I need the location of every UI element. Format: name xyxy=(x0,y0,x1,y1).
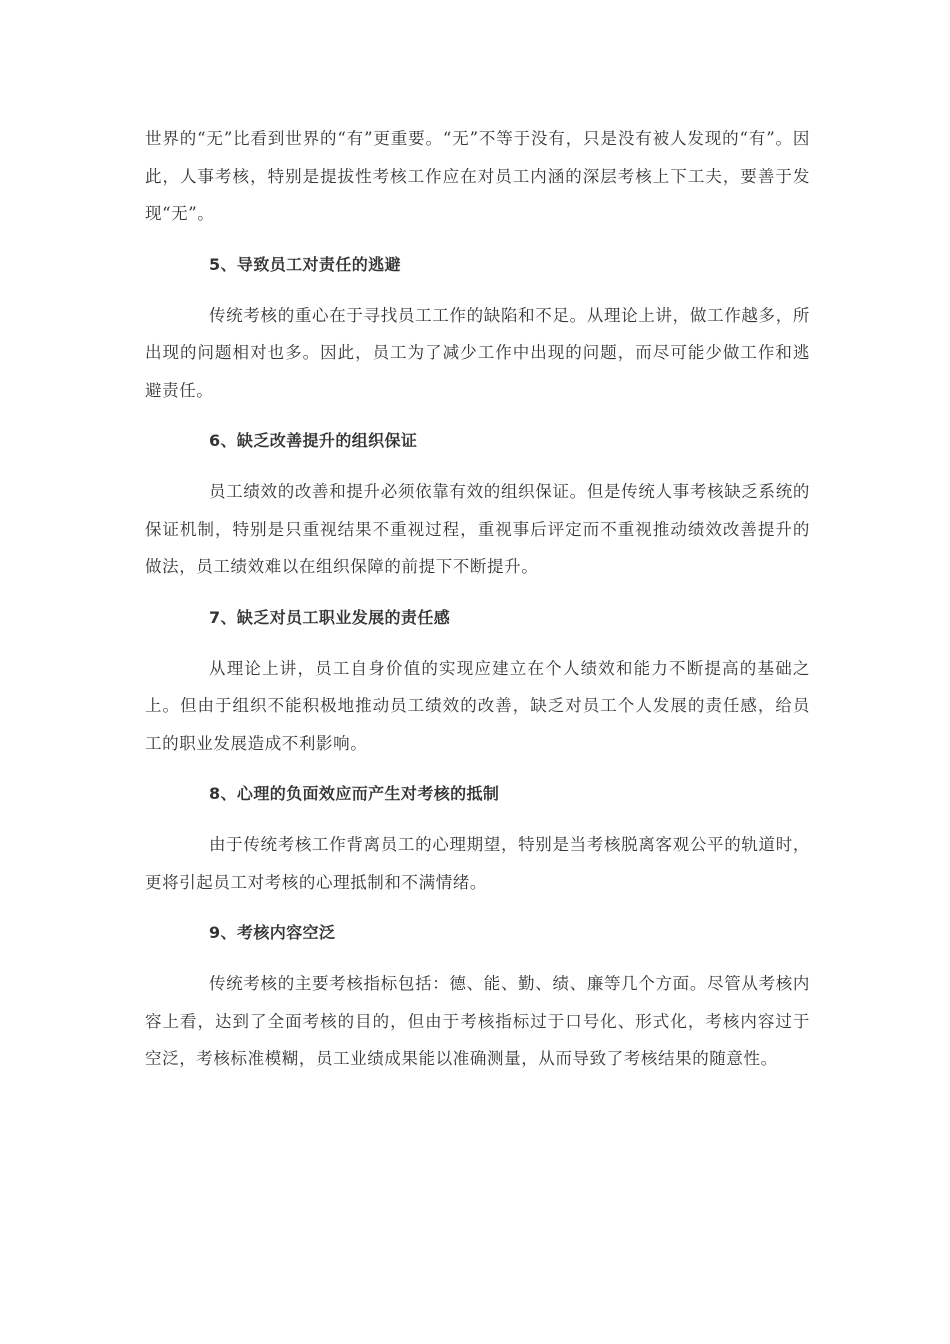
section-heading-5: 5、导致员工对责任的逃避 xyxy=(209,254,401,274)
section-heading-8: 8、心理的负面效应而产生对考核的抵制 xyxy=(209,784,500,803)
section-heading-9: 9、考核内容空泛 xyxy=(209,923,336,942)
paragraph-section-5: 传统考核的重心在于寻找员工工作的缺陷和不足。从理论上讲，做工作越多，所出现的问题相对也多。因此，员工为了减少工作中出现的问题，而尽可能少做工作和逃避责任。 xyxy=(145,305,810,400)
section-heading-6: 6、缺乏改善提升的组织保证 xyxy=(209,431,418,450)
document-body xyxy=(145,120,810,1078)
paragraph-section-9: 传统考核的主要考核指标包括：德、能、勤、绩、廉等几个方面。尽管从考核内容上看，达到了全面考核的目的，但由于考核指标过于口号化、形式化，考核内容过于空泛，考核标准模糊，员工业绩成果能以准确测量，从而导致了考核结果的随意性。 xyxy=(145,974,810,1068)
paragraph-intro: 世界的“无”比看到世界的“有”更重要。“无”不等于没有，只是没有被人发现的“有”。因此，人事考核，特别是提拔性考核工作应在对员工内涵的深层考核上下工夫，要善于发现“无”。 xyxy=(145,129,810,223)
paragraph-section-7: 从理论上讲，员工自身价值的实现应建立在个人绩效和能力不断提高的基础之上。但由于组织不能积极地推动员工绩效的改善，缺乏对员工个人发展的责任感，给员工的职业发展造成不利影响。 xyxy=(145,658,810,753)
paragraph-section-6: 员工绩效的改善和提升必须依靠有效的组织保证。但是传统人事考核缺乏系统的保证机制，特别是只重视结果不重视过程，重视事后评定而不重视推动绩效改善提升的做法，员工绩效难以在组织保障的前提下不断提升。 xyxy=(145,482,810,576)
section-heading-7: 7、缺乏对员工职业发展的责任感 xyxy=(209,607,451,627)
paragraph-section-8: 由于传统考核工作背离员工的心理期望，特别是当考核脱离客观公平的轨道时，更将引起员工对考核的心理抵制和不满情绪。 xyxy=(145,835,810,892)
